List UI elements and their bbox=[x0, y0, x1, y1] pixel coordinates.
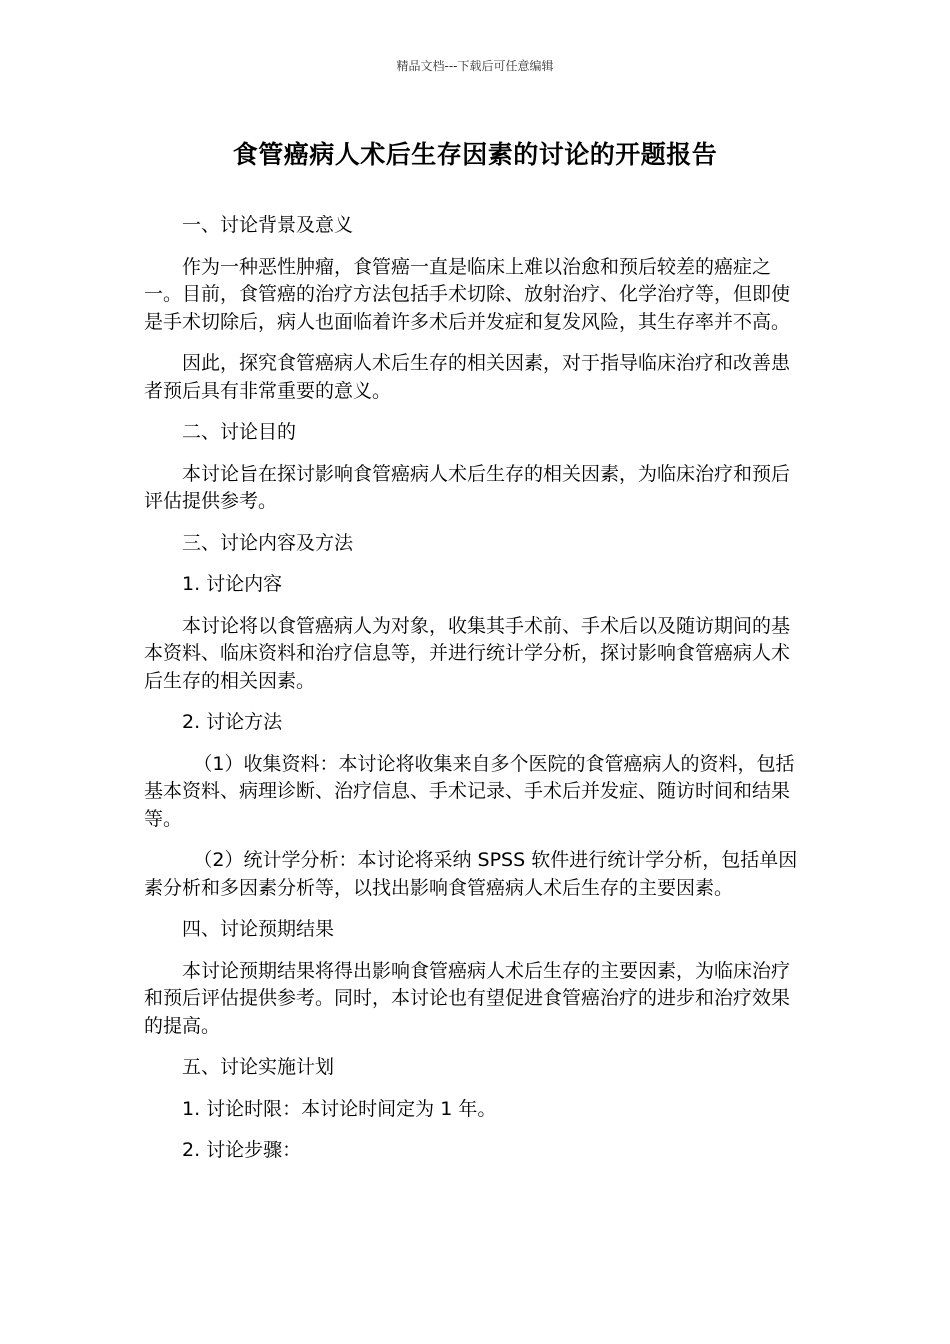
subheading-methods: 2. 讨论方法 bbox=[182, 711, 283, 733]
paragraph-plan-steps: 2. 讨论步骤： bbox=[182, 1139, 302, 1161]
paragraph-background-1: 作为一种恶性肿瘤，食管癌一直是临床上难以治愈和预后较差的癌症之一。目前，食管癌的治疗方法包括手术切除、放射治疗、化学治疗等，但即使是手术切除后，病人也面临着许多术后并发症和复发风险，其生存率并不高。 bbox=[144, 255, 791, 333]
paragraph-method-statistics: （2）统计学分析：本讨论将采纳 SPSS 软件进行统计学分析，包括单因素分析和多因素分析等，以找出影响食管癌病人术后生存的主要因素。 bbox=[144, 849, 798, 899]
document-title: 食管癌病人术后生存因素的讨论的开题报告 bbox=[232, 140, 718, 169]
document-body bbox=[144, 212, 806, 1179]
paragraph-background-2: 因此，探究食管癌病人术后生存的相关因素，对于指导临床治疗和改善患者预后具有非常重要的意义。 bbox=[144, 352, 791, 402]
subheading-content: 1. 讨论内容 bbox=[182, 573, 283, 595]
section-heading-expected-results: 四、讨论预期结果 bbox=[182, 918, 335, 940]
paragraph-plan-duration: 1. 讨论时限：本讨论时间定为 1 年。 bbox=[182, 1097, 497, 1120]
section-heading-background: 一、讨论背景及意义 bbox=[182, 214, 354, 236]
section-heading-content-methods: 三、讨论内容及方法 bbox=[182, 531, 354, 554]
paragraph-content: 本讨论将以食管癌病人为对象，收集其手术前、手术后以及随访期间的基本资料、临床资料和治疗信息等，并进行统计学分析，探讨影响食管癌病人术后生存的相关因素。 bbox=[144, 614, 791, 692]
header-note: 精品文档---下载后可任意编辑 bbox=[396, 59, 554, 73]
paragraph-expected-results: 本讨论预期结果将得出影响食管癌病人术后生存的主要因素，为临床治疗和预后评估提供参考。同时，本讨论也有望促进食管癌治疗的进步和治疗效果的提高。 bbox=[144, 959, 791, 1037]
section-heading-purpose: 二、讨论目的 bbox=[182, 421, 297, 443]
paragraph-method-data-collection: （1）收集资料：本讨论将收集来自多个医院的食管癌病人的资料，包括基本资料、病理诊断、治疗信息、手术记录、手术后并发症、随访时间和结果等。 bbox=[144, 752, 795, 830]
paragraph-purpose: 本讨论旨在探讨影响食管癌病人术后生存的相关因素，为临床治疗和预后评估提供参考。 bbox=[144, 462, 791, 512]
section-heading-plan: 五、讨论实施计划 bbox=[182, 1056, 335, 1078]
